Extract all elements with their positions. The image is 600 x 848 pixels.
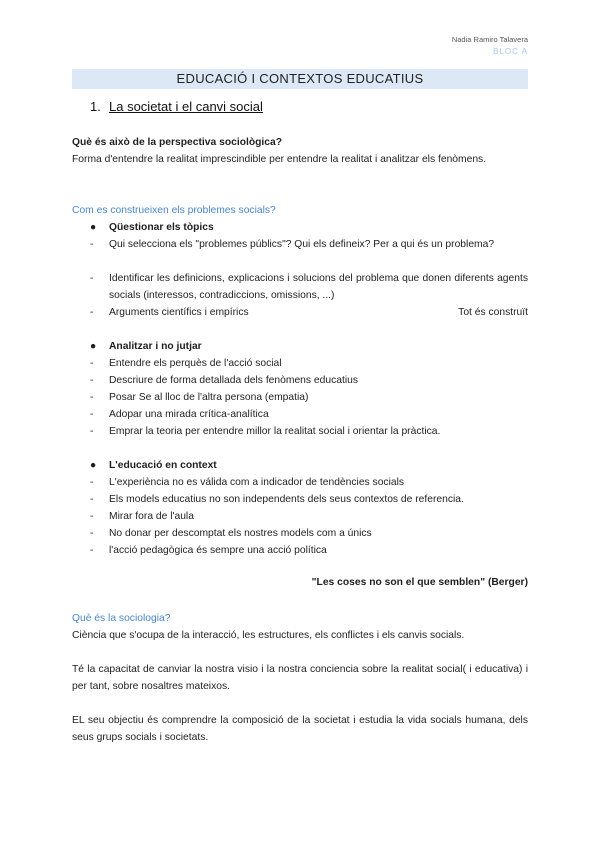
bullet-marker: ● [90, 222, 97, 233]
perspectiva-question: Què és això de la perspectiva sociològica? [72, 137, 283, 148]
dash-item [90, 355, 528, 372]
sociologia-paragraph: Té la capacitat de canviar la nostra visio i la nostra conciencia sobre la realitat social( i educativa) i per tant, sobre nosaltres mateixos. [72, 664, 528, 692]
dash-item [90, 236, 528, 253]
dash-marker: - [90, 307, 94, 318]
dash-marker: - [90, 358, 94, 369]
header-author: Nadia Ramiro Talavera [451, 35, 528, 44]
bullet-item [90, 219, 528, 236]
dash-text: Arguments científics i empírics [109, 307, 249, 318]
sociologia-paragraph: Ciència que s'ocupa de la interacció, les estructures, els conflictes i els canvis socials. [72, 630, 465, 641]
dash-text: L'experiència no es válida com a indicador de tendències socials [109, 477, 405, 488]
dash-text: Mirar fora de l'aula [109, 511, 194, 522]
dash-item [90, 542, 528, 559]
dash-marker: - [90, 511, 94, 522]
perspectiva-answer: Forma d'entendre la realitat imprescindible per entendre la realitat i analitzar els fenòmens. [72, 154, 487, 165]
dash-marker: - [90, 477, 94, 488]
section-title: La societat i el canvi social [109, 99, 263, 114]
bullet-item [90, 457, 528, 474]
header-block-label: BLOC A [493, 47, 528, 56]
section-heading [90, 99, 263, 114]
dash-item [90, 491, 528, 508]
bullet-text: Qüestionar els tòpics [109, 222, 214, 233]
bullet-text: Analitzar i no jutjar [109, 341, 202, 352]
dash-text: Descriure de forma detallada dels fenòmens educatius [109, 375, 358, 386]
dash-text: Posar Se al lloc de l'altra persona (empatia) [109, 392, 309, 403]
quote-berger: "Les coses no son el que semblen" (Berger) [311, 577, 528, 588]
dash-marker: - [90, 494, 94, 505]
side-note: Tot és construït [458, 307, 528, 318]
sociologia-heading: Què és la sociologia? [72, 613, 171, 624]
dash-item [90, 423, 528, 440]
dash-item [90, 525, 528, 542]
dash-marker: - [90, 409, 94, 420]
dash-marker: - [90, 239, 94, 250]
dash-item [90, 474, 528, 491]
dash-marker: - [90, 375, 94, 386]
dash-marker: - [90, 273, 94, 284]
dash-text: No donar per descomptat els nostres models com a únics [109, 528, 372, 539]
bullet-text: L'educació en context [109, 460, 217, 471]
dash-marker: - [90, 545, 94, 556]
dash-text: Identificar les definicions, explicacions i solucions del problema que donen diferents agents socials (interessos, contradiccions, omissions, ...) [109, 273, 528, 301]
dash-marker: - [90, 392, 94, 403]
section-number: 1. [90, 99, 101, 114]
dash-text: Qui selecciona els "problemes públics"? Qui els defineix? Per a qui és un problema? [109, 239, 495, 250]
problemes-heading: Com es construeixen els problemes socials? [72, 205, 276, 216]
dash-item [90, 372, 528, 389]
dash-marker: - [90, 426, 94, 437]
dash-item [90, 389, 528, 406]
dash-item [90, 406, 528, 423]
dash-marker: - [90, 528, 94, 539]
sociologia-paragraph: EL seu objectiu és comprendre la composició de la societat i estudia la vida socials humana, dels seus grups socials i societats. [72, 715, 528, 743]
bullet-marker: ● [90, 460, 97, 471]
document-title: EDUCACIÓ I CONTEXTOS EDUCATIUS [72, 69, 528, 89]
dash-item [90, 508, 528, 525]
dash-text: Entendre els perquès de l'acció social [109, 358, 282, 369]
bullet-marker: ● [90, 341, 97, 352]
dash-text: l'acció pedagògica és sempre una acció política [109, 545, 327, 556]
dash-item [90, 270, 528, 304]
bullet-item [90, 338, 528, 355]
dash-text: Adopar una mirada crítica-analítica [109, 409, 269, 420]
dash-text: Els models educatius no son independents dels seus contextos de referencia. [109, 494, 464, 505]
dash-text: Emprar la teoria per entendre millor la realitat social i orientar la pràctica. [109, 426, 441, 437]
